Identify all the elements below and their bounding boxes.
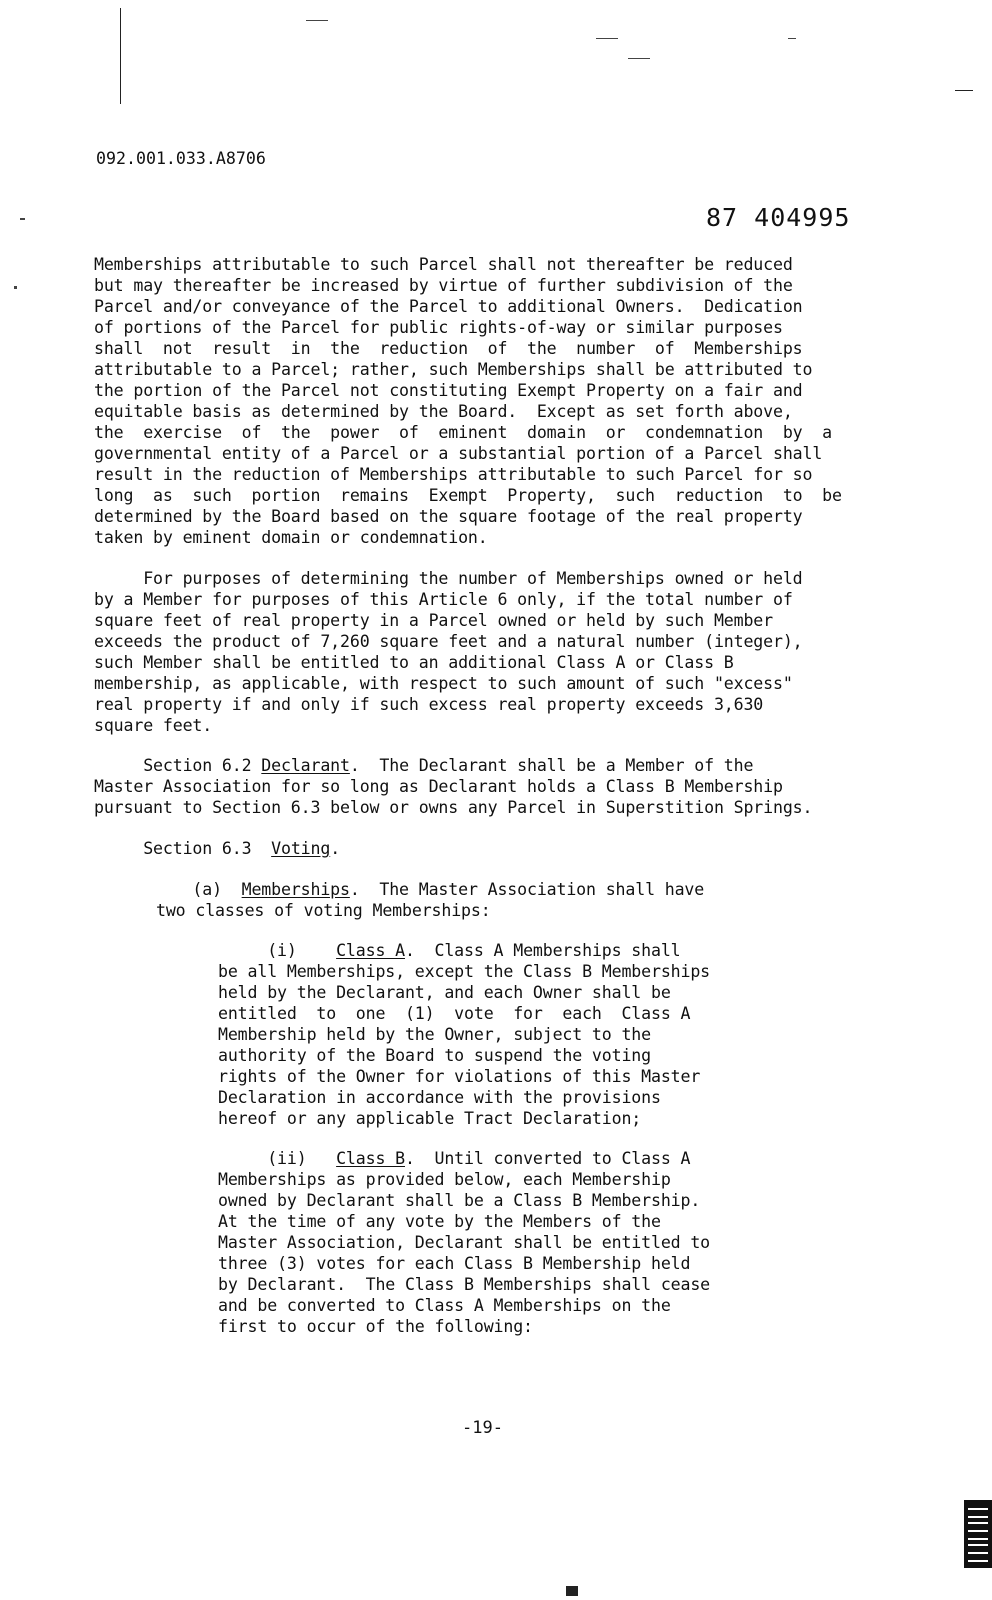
item-text: . Class A Memberships shall (404, 941, 681, 960)
body-line: taken by eminent domain or condemnation. (94, 528, 488, 547)
section-6-3-heading-line (94, 838, 340, 859)
item-lead: (ii) (218, 1149, 337, 1168)
body-line: shall not result in the reduction of the number of Memberships (94, 339, 803, 358)
body-line: membership, as applicable, with respect to such amount of such "excess" (94, 674, 793, 693)
body-line: two classes of voting Memberships: (156, 901, 491, 920)
scan-speck (596, 38, 618, 39)
subsection-lead: (a) (94, 880, 242, 899)
body-line: the portion of the Parcel not constituting Exempt Property on a fair and (94, 381, 803, 400)
body-line: Master Association for so long as Declarant holds a Class B Membership (94, 777, 783, 796)
item-lead: (i) (218, 941, 337, 960)
body-line: long as such portion remains Exempt Property, such reduction to be (94, 486, 842, 505)
document-id: 092.001.033.A8706 (96, 149, 266, 168)
body-line: At the time of any vote by the Members of the (218, 1212, 661, 1231)
item-text: . Until converted to Class A (404, 1149, 691, 1168)
subsection-text: . The Master Association shall have (349, 880, 705, 899)
subsection-a-title: Memberships (241, 880, 350, 899)
scan-speck (14, 286, 17, 289)
body-line: pursuant to Section 6.3 below or owns any Parcel in Superstition Springs. (94, 798, 813, 817)
body-line: square feet. (94, 716, 213, 735)
body-line: by Declarant. The Class B Memberships shall cease (218, 1275, 711, 1294)
body-line: first to occur of the following: (218, 1317, 533, 1336)
body-line: such Member shall be entitled to an additional Class A or Class B (94, 653, 734, 672)
body-line: hereof or any applicable Tract Declaration; (218, 1109, 642, 1128)
scan-mark-vertical (120, 8, 121, 104)
scan-speck (788, 38, 796, 39)
class-b-heading-line (218, 1148, 690, 1169)
body-line: but may thereafter be increased by virtue of further subdivision of the (94, 276, 793, 295)
body-line: entitled to one (1) vote for each Class A (218, 1004, 691, 1023)
recording-number: 87 404995 (706, 203, 851, 232)
body-line: equitable basis as determined by the Board. Except as set forth above, (94, 402, 793, 421)
body-line: For purposes of determining the number of Memberships owned or held (94, 569, 803, 588)
body-line: determined by the Board based on the square footage of the real property (94, 507, 803, 526)
class-b-title: Class B (336, 1149, 405, 1168)
body-line: three (3) votes for each Class B Membership held (218, 1254, 691, 1273)
scan-mark-bottom (566, 1586, 578, 1596)
section-text: . The Declarant shall be a Member of the (349, 756, 754, 775)
body-line: owned by Declarant shall be a Class B Membership. (218, 1191, 701, 1210)
page-number: -19- (462, 1418, 503, 1438)
body-line: governmental entity of a Parcel or a substantial portion of a Parcel shall (94, 444, 823, 463)
body-line: Parcel and/or conveyance of the Parcel to additional Owners. Dedication (94, 297, 803, 316)
body-line: and be converted to Class A Memberships on the (218, 1296, 671, 1315)
body-line: the exercise of the power of eminent domain or condemnation by a (94, 423, 833, 442)
body-line: attributable to a Parcel; rather, such Memberships shall be attributed to (94, 360, 813, 379)
body-line: Memberships as provided below, each Membership (218, 1170, 671, 1189)
section-lead: Section 6.3 (94, 839, 272, 858)
class-a-heading-line (218, 940, 681, 961)
scan-speck (628, 58, 650, 59)
scan-speck (20, 218, 25, 220)
body-line: of portions of the Parcel for public rights-of-way or similar purposes (94, 318, 783, 337)
body-line: Master Association, Declarant shall be entitled to (218, 1233, 711, 1252)
scan-speck (306, 20, 328, 21)
subsection-a-heading-line (94, 879, 704, 900)
section-text: . (330, 839, 341, 858)
body-line: real property if and only if such excess real property exceeds 3,630 (94, 695, 764, 714)
body-line: Memberships attributable to such Parcel shall not thereafter be reduced (94, 255, 793, 274)
body-line: Membership held by the Owner, subject to the (218, 1025, 651, 1044)
body-line: by a Member for purposes of this Article 6 only, if the total number of (94, 590, 793, 609)
barcode-icon (964, 1500, 992, 1568)
section-lead: Section 6.2 (94, 756, 262, 775)
scan-mark-top-right (955, 90, 973, 91)
body-line: be all Memberships, except the Class B Memberships (218, 962, 711, 981)
body-line: square feet of real property in a Parcel owned or held by such Member (94, 611, 773, 630)
body-line: held by the Declarant, and each Owner shall be (218, 983, 671, 1002)
body-line: result in the reduction of Memberships attributable to such Parcel for so (94, 465, 813, 484)
section-6-2-title: Declarant (261, 756, 350, 775)
section-6-3-title: Voting (271, 839, 331, 858)
body-line: rights of the Owner for violations of this Master (218, 1067, 701, 1086)
class-a-title: Class A (336, 941, 405, 960)
body-line: authority of the Board to suspend the voting (218, 1046, 651, 1065)
body-line: Declaration in accordance with the provisions (218, 1088, 661, 1107)
section-6-2-heading-line (94, 755, 753, 776)
body-line: exceeds the product of 7,260 square feet and a natural number (integer), (94, 632, 803, 651)
